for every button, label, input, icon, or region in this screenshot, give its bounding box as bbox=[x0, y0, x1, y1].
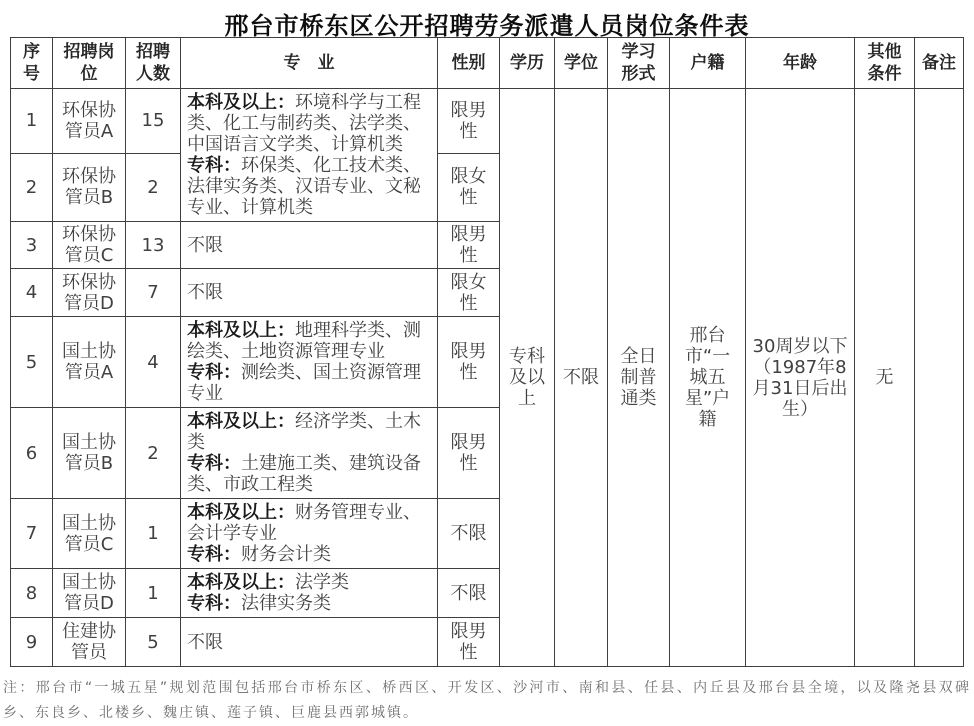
count-cell: 13 bbox=[126, 222, 181, 269]
header-index: 序号 bbox=[11, 38, 53, 89]
major-college-line bbox=[187, 453, 431, 495]
index-cell: 7 bbox=[11, 499, 53, 569]
table-row bbox=[11, 89, 964, 154]
household-text: 邢台市“一城五星”户籍 bbox=[684, 325, 731, 430]
index-cell: 9 bbox=[11, 618, 53, 667]
recruitment-table bbox=[10, 37, 964, 667]
index-cell: 5 bbox=[11, 317, 53, 408]
gender-cell: 限男性 bbox=[438, 618, 500, 667]
count-cell: 4 bbox=[126, 317, 181, 408]
study-form-cell bbox=[608, 89, 670, 667]
major-cell bbox=[181, 499, 438, 569]
index-cell: 8 bbox=[11, 569, 53, 618]
position-cell: 国土协管员B bbox=[53, 408, 126, 499]
major-cell bbox=[181, 89, 438, 222]
header-education: 学历 bbox=[500, 38, 555, 89]
header-major: 专 业 bbox=[181, 38, 438, 89]
major-bachelor-line bbox=[187, 92, 431, 155]
bachelor-label: 本科及以上： bbox=[187, 411, 295, 432]
index-cell: 3 bbox=[11, 222, 53, 269]
gender-cell: 限女性 bbox=[438, 269, 500, 317]
header-household: 户籍 bbox=[670, 38, 746, 89]
count-cell: 2 bbox=[126, 153, 181, 221]
education-cell bbox=[500, 89, 555, 667]
count-cell: 5 bbox=[126, 618, 181, 667]
bachelor-text: 财务管理专业、会计学专业 bbox=[187, 502, 421, 544]
footnote: 注：邢台市“一城五星”规划范围包括邢台市桥东区、桥西区、开发区、沙河市、南和县、任县、内丘县及邢台县全境，以及隆尧县双碑乡、东良乡、北楼乡、魏庄镇、莲子镇、巨鹿县西郭城镇。 bbox=[3, 680, 971, 721]
college-text: 土建施工类、建筑设备类、市政工程类 bbox=[187, 453, 421, 495]
header-row bbox=[11, 38, 964, 89]
major-cell bbox=[181, 317, 438, 408]
major-college-line bbox=[187, 544, 431, 565]
major-bachelor-line bbox=[187, 502, 431, 544]
study-form-text: 全日制普通类 bbox=[620, 346, 657, 409]
degree-cell: 不限 bbox=[555, 89, 608, 667]
position-cell: 国土协管员A bbox=[53, 317, 126, 408]
major-bachelor-line bbox=[187, 411, 431, 453]
page-title: 邢台市桥东区公开招聘劳务派遣人员岗位条件表 bbox=[224, 12, 750, 40]
college-text: 法律实务类 bbox=[241, 593, 331, 614]
bachelor-text: 经济学类、土木类 bbox=[187, 411, 421, 453]
college-text: 测绘类、国土资源管理专业 bbox=[187, 362, 421, 404]
header-count: 招聘人数 bbox=[126, 38, 181, 89]
count-cell: 15 bbox=[126, 89, 181, 154]
position-cell: 环保协管员D bbox=[53, 269, 126, 317]
bachelor-text: 地理科学类、测绘类、土地资源管理专业 bbox=[187, 320, 421, 362]
major-cell: 不限 bbox=[181, 269, 438, 317]
index-cell: 1 bbox=[11, 89, 53, 154]
header-position: 招聘岗位 bbox=[53, 38, 126, 89]
index-cell: 4 bbox=[11, 269, 53, 317]
major-cell: 不限 bbox=[181, 618, 438, 667]
gender-cell: 限男性 bbox=[438, 222, 500, 269]
header-other: 其他条件 bbox=[855, 38, 915, 89]
count-cell: 1 bbox=[126, 569, 181, 618]
college-label: 专科： bbox=[187, 593, 241, 614]
header-remarks: 备注 bbox=[915, 38, 964, 89]
gender-cell: 限女性 bbox=[438, 153, 500, 221]
major-bachelor-line bbox=[187, 320, 431, 362]
gender-cell: 限男性 bbox=[438, 408, 500, 499]
header-age: 年龄 bbox=[746, 38, 855, 89]
count-cell: 1 bbox=[126, 499, 181, 569]
college-label: 专科： bbox=[187, 155, 241, 176]
college-label: 专科： bbox=[187, 453, 241, 474]
college-label: 专科： bbox=[187, 362, 241, 383]
gender-cell: 限男性 bbox=[438, 317, 500, 408]
index-cell: 2 bbox=[11, 153, 53, 221]
gender-cell: 不限 bbox=[438, 569, 500, 618]
bachelor-text: 法学类 bbox=[295, 572, 349, 593]
major-college-line bbox=[187, 362, 431, 404]
age-text: 30周岁以下（1987年8月31日后出生） bbox=[752, 335, 848, 420]
household-cell bbox=[670, 89, 746, 667]
college-text: 环保类、化工技术类、法律实务类、汉语专业、文秘专业、计算机类 bbox=[187, 155, 421, 218]
major-college-line bbox=[187, 593, 431, 614]
position-cell: 环保协管员B bbox=[53, 153, 126, 221]
bachelor-label: 本科及以上： bbox=[187, 502, 295, 523]
header-degree: 学位 bbox=[555, 38, 608, 89]
position-cell: 国土协管员D bbox=[53, 569, 126, 618]
position-cell: 住建协管员 bbox=[53, 618, 126, 667]
header-gender: 性别 bbox=[438, 38, 500, 89]
other-conditions-cell: 无 bbox=[855, 89, 915, 667]
gender-cell: 不限 bbox=[438, 499, 500, 569]
college-label: 专科： bbox=[187, 544, 241, 565]
age-cell bbox=[746, 89, 855, 667]
bachelor-label: 本科及以上： bbox=[187, 92, 295, 113]
major-bachelor-line bbox=[187, 572, 431, 593]
bachelor-label: 本科及以上： bbox=[187, 572, 295, 593]
major-college-line bbox=[187, 155, 431, 218]
position-cell: 环保协管员C bbox=[53, 222, 126, 269]
major-cell: 不限 bbox=[181, 222, 438, 269]
bachelor-text: 环境科学与工程类、化工与制药类、法学类、中国语言文学类、计算机类 bbox=[187, 92, 421, 155]
gender-cell: 限男性 bbox=[438, 89, 500, 154]
position-cell: 环保协管员A bbox=[53, 89, 126, 154]
bachelor-label: 本科及以上： bbox=[187, 320, 295, 341]
remarks-cell bbox=[915, 89, 964, 667]
position-cell: 国土协管员C bbox=[53, 499, 126, 569]
major-cell bbox=[181, 569, 438, 618]
index-cell: 6 bbox=[11, 408, 53, 499]
header-study-form: 学习形式 bbox=[608, 38, 670, 89]
major-cell bbox=[181, 408, 438, 499]
count-cell: 7 bbox=[126, 269, 181, 317]
college-text: 财务会计类 bbox=[241, 544, 331, 565]
count-cell: 2 bbox=[126, 408, 181, 499]
education-text: 专科及以上 bbox=[509, 346, 545, 409]
